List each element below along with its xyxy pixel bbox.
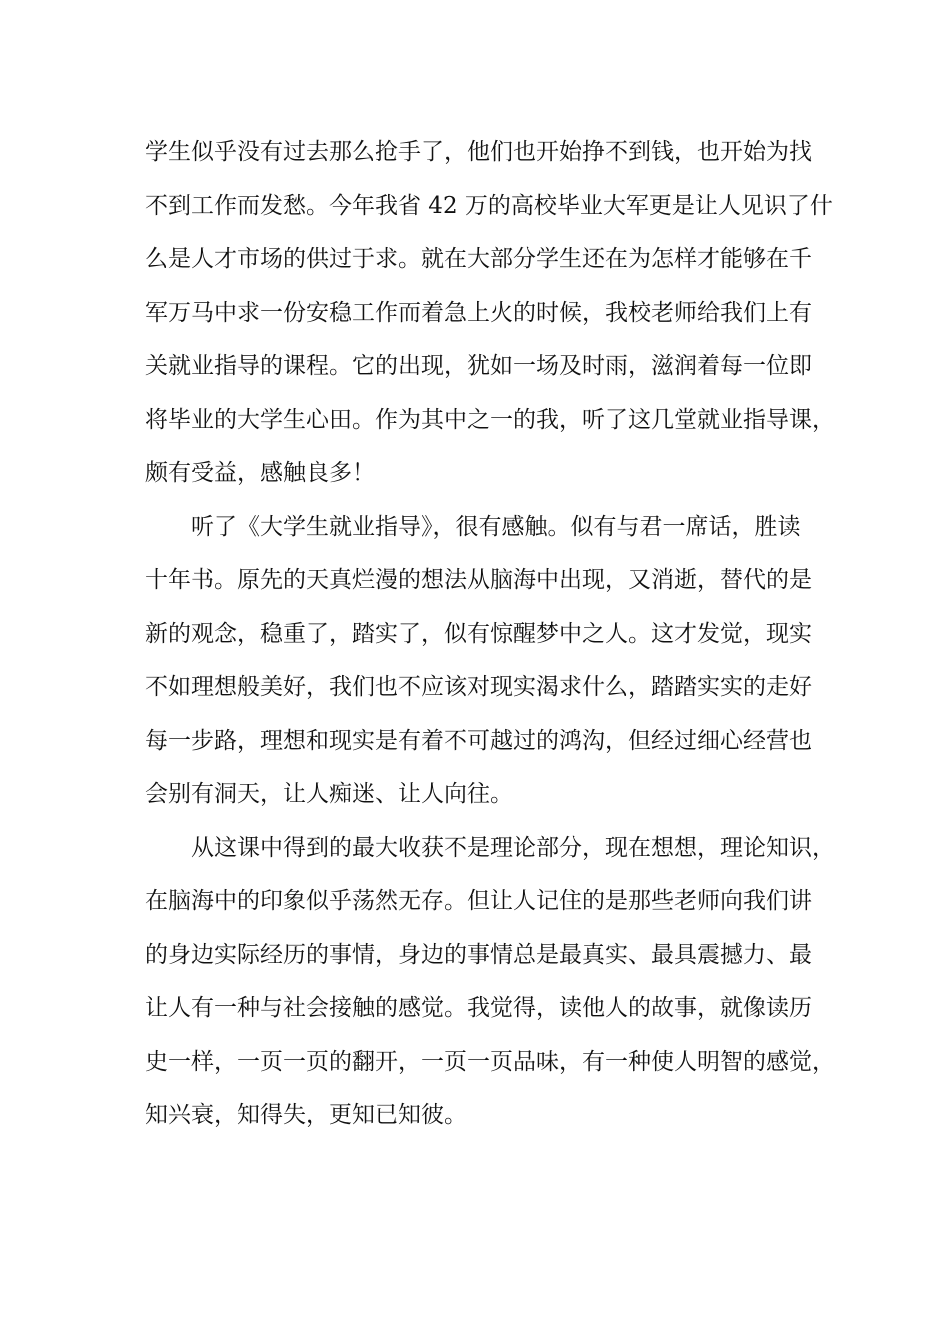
text-line: 从这课中得到的最大收获不是理论部分，现在想想，理论知识， (145, 834, 835, 861)
text-line: 不到工作而发愁。今年我省 42 万的高校毕业大军更是让人见识了什 (145, 192, 833, 219)
text-line: 么是人才市场的供过于求。就在大部分学生还在为怎样才能够在千 (145, 246, 812, 272)
text-line: 新的观念，稳重了，踏实了，似有惊醒梦中之人。这才发觉，现实 (145, 620, 812, 647)
text-line: 不如理想般美好，我们也不应该对现实渴求什么，踏踏实实的走好 (145, 674, 812, 700)
text-line: 的身边实际经历的事情，身边的事情总是最真实、最具震撼力、最 (145, 941, 812, 968)
text-line: 学生似乎没有过去那么抢手了，他们也开始挣不到钱，也开始为找 (145, 139, 812, 165)
text-line: 听了《大学生就业指导》，很有感触。似有与君一席话，胜读 (145, 513, 801, 540)
text-line: 颇有受益，感触良多！ (145, 460, 375, 486)
text-line: 军万马中求一份安稳工作而着急上火的时候，我校老师给我们上有 (145, 299, 812, 326)
document-body (145, 126, 835, 1143)
text-line: 知兴衰，知得失，更知已知彼。 (145, 1102, 467, 1128)
text-line: 十年书。原先的天真烂漫的想法从脑海中出现，又消逝，替代的是 (145, 567, 812, 593)
text-line: 在脑海中的印象似乎荡然无存。但让人记住的是那些老师向我们讲 (145, 888, 812, 914)
text-line: 将毕业的大学生心田。作为其中之一的我，听了这几堂就业指导课， (145, 406, 835, 433)
text-line: 让人有一种与社会接触的感觉。我觉得，读他人的故事，就像读历 (145, 995, 812, 1021)
text-line: 会别有洞天，让人痴迷、让人向往。 (145, 781, 513, 807)
text-line: 关就业指导的课程。它的出现，犹如一场及时雨，滋润着每一位即 (145, 353, 812, 379)
text-line: 每一步路，理想和现实是有着不可越过的鸿沟，但经过细心经营也 (145, 727, 812, 754)
text-line: 史一样，一页一页的翻开，一页一页品味，有一种使人明智的感觉， (145, 1048, 835, 1075)
